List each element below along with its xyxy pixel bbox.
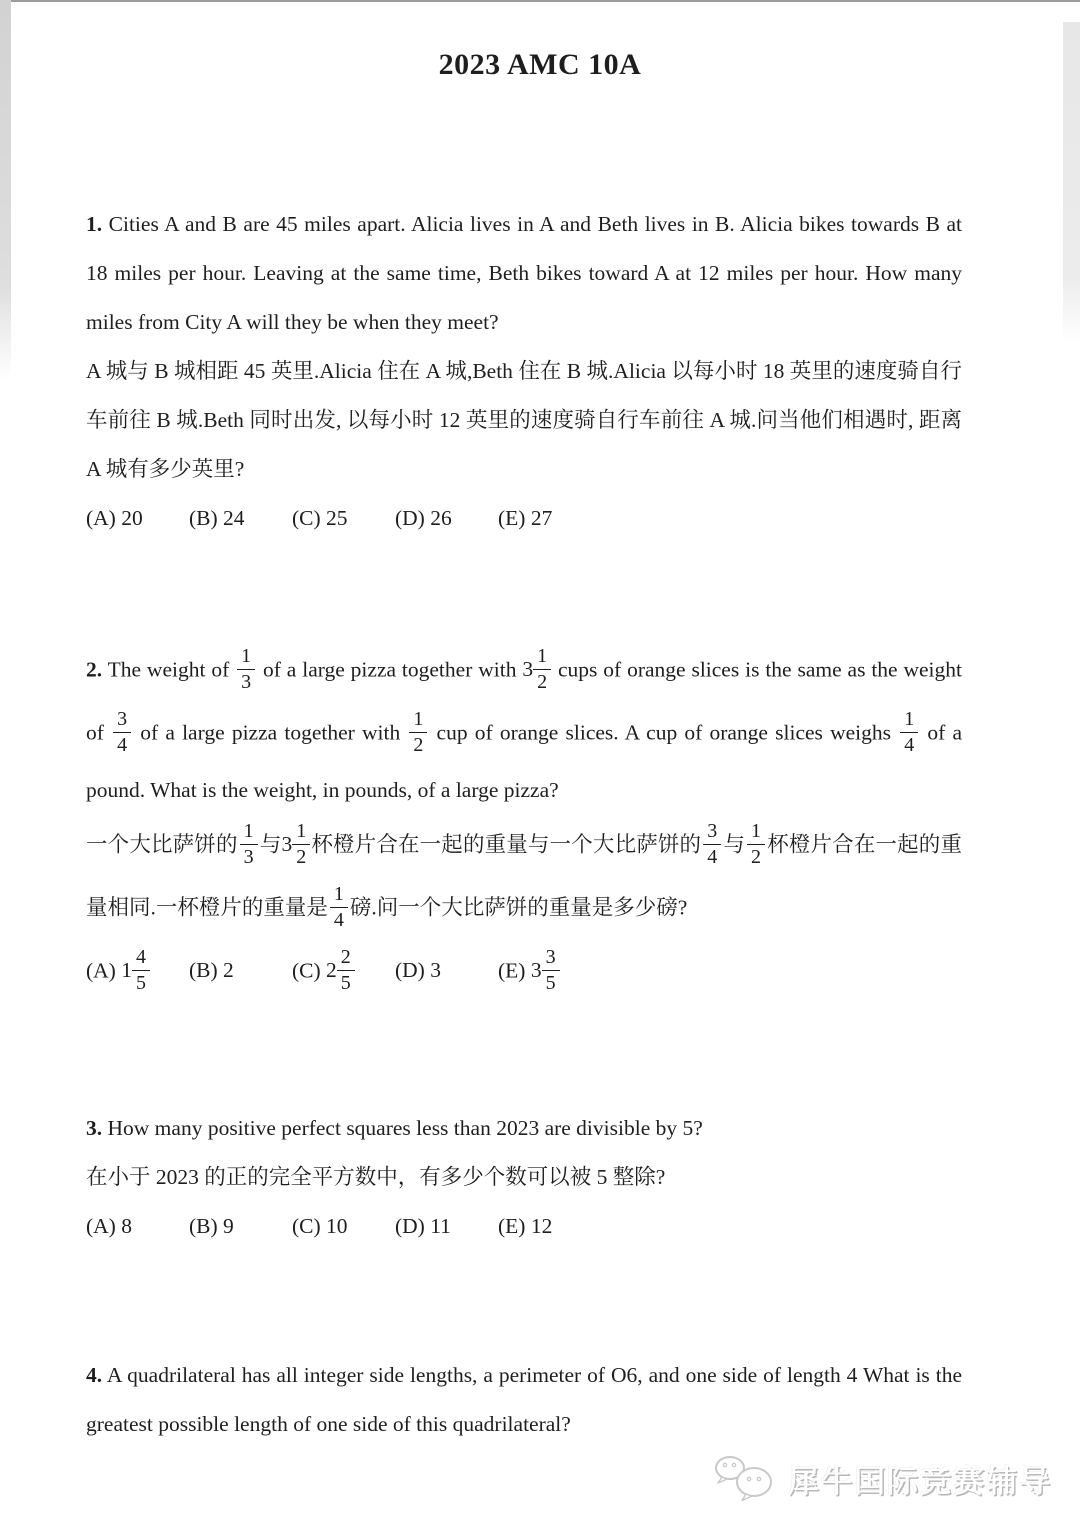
choice-label: (A) [86, 1214, 122, 1238]
answer-choice [498, 941, 601, 1004]
mixed-number: 3 $\frac{1}{2}$ [522, 638, 552, 701]
choice-label: (D) [395, 958, 431, 983]
problem-3-english: 3. How many positive perfect squares less than 2023 are divisible by 5? [86, 1116, 703, 1140]
problem-3-choices [86, 1202, 962, 1251]
problem-number: 3. [86, 1116, 103, 1140]
problem-1 [86, 200, 962, 543]
problem-3 [86, 1104, 962, 1251]
answer-choice: (B) 2 [189, 958, 234, 983]
problem-4-english: 4. A quadrilateral has all integer side lengths, a perimeter of O6, and one side of length 4 What is the greatest possible length of one side of this quadrilateral? [86, 1363, 962, 1436]
problem-number: 2. [86, 657, 103, 682]
mixed-number: 2 $\frac{2}{5}$ [326, 939, 356, 1002]
choice-label: (E) [498, 1214, 531, 1238]
fraction: $\frac{1}{4}$ [900, 709, 918, 756]
mixed-number: 3 $\frac{1}{2}$ [281, 813, 311, 876]
problem-number: 4. [86, 1363, 103, 1387]
answer-choice [86, 941, 189, 1004]
answer-choice: (E) 27 [498, 506, 553, 530]
fraction: $\frac{3}{4}$ [703, 821, 721, 868]
choice-label: (B) [189, 958, 224, 983]
fraction: $\frac{1}{4}$ [330, 884, 348, 931]
fraction: $\frac{1}{2}$ [409, 709, 427, 756]
problem-4 [86, 1351, 962, 1449]
choice-label: (D) [395, 1214, 431, 1238]
watermark-text: 犀牛国际竞赛辅导 [788, 1463, 1052, 1499]
answer-choice: (D) 3 [395, 958, 441, 983]
fraction: $\frac{4}{5}$ [132, 947, 150, 994]
problem-2-choices [86, 941, 962, 1004]
answer-choice: (B) 24 [189, 506, 245, 530]
watermark [713, 1455, 1052, 1501]
answer-choice: (A) 20 [86, 506, 143, 530]
problem-1-choices [86, 494, 962, 543]
answer-choice: (C) 10 [292, 1214, 348, 1238]
page-top-edge [0, 0, 1080, 2]
fraction: $\frac{1}{3}$ [240, 821, 258, 868]
page-title: 2023 AMC 10A [438, 48, 642, 81]
answer-choice: (E) 12 [498, 1214, 553, 1238]
problem-3-chinese: 在小于 2023 的正的完全平方数中，有多少个数可以被 5 整除? [86, 1165, 666, 1189]
fraction: $\frac{2}{5}$ [337, 947, 355, 994]
answer-choice: (D) 26 [395, 506, 452, 530]
choice-label: (A) [86, 506, 122, 530]
wechat-icon [713, 1455, 779, 1501]
fraction: $\frac{1}{2}$ [747, 821, 765, 868]
problem-1-chinese: A 城与 B 城相距 45 英里.Alicia 住在 A 城,Beth 住在 B 城.Alicia 以每小时 18 英里的速度骑自行车前往 B 城.Beth 同时出发, 以每小时 12 英里的速度骑自行车前往 A 城.问当他们相遇时, 距离 A 城有多少英里? [86, 359, 962, 481]
fraction: $\frac{3}{5}$ [542, 947, 560, 994]
document-content [0, 200, 1080, 1449]
answer-choice: (A) 8 [86, 1214, 132, 1238]
page-right-edge [1063, 22, 1080, 342]
choice-label: (E) [498, 506, 531, 530]
page-left-edge [0, 0, 11, 380]
mixed-number: 3 $\frac{3}{5}$ [531, 939, 561, 1002]
problem-2-english: 2. The weight of $\frac{1}{3}$ of a large pizza together with 3 $\frac{1}{2}$ cups of orange slices is the same as the weight of $\frac{3}{4}$ of a large pizza together with $\frac{1}{2}$ cup of orange slices. A cup of orange slices weighs $\frac{1}{4}$ of a pound. What is the weight, in pounds, of a large pizza? [86, 640, 962, 815]
choice-label: (C) [292, 1214, 327, 1238]
problem-2 [86, 640, 962, 1004]
answer-choice: (B) 9 [189, 1214, 234, 1238]
choice-label: (C) [292, 506, 327, 530]
answer-choice: (D) 11 [395, 1214, 451, 1238]
choice-label: (B) [189, 506, 224, 530]
fraction: $\frac{1}{2}$ [292, 821, 310, 868]
fraction: $\frac{1}{2}$ [533, 646, 551, 693]
choice-label: (A) [86, 958, 122, 983]
choice-label: (C) [292, 958, 327, 983]
answer-choice: (C) 25 [292, 506, 348, 530]
choice-label: (E) [498, 958, 531, 983]
fraction: $\frac{1}{3}$ [237, 646, 255, 693]
mixed-number: 1 $\frac{4}{5}$ [121, 939, 151, 1002]
choice-label: (B) [189, 1214, 224, 1238]
problem-1-english: 1. Cities A and B are 45 miles apart. Alicia lives in A and Beth lives in B. Alicia bikes towards B at 18 miles per hour. Leaving at the same time, Beth bikes toward A at 12 miles per hour. How many miles from City A will they be when they meet? [86, 212, 962, 334]
problem-2-chinese: 一个大比萨饼的 $\frac{1}{3}$ 与 3 $\frac{1}{2}$ 杯橙片合在一起的重量与一个大比萨饼的 $\frac{3}{4}$ 与 $\frac{1}{2}$ 杯橙片合在一起的重量相同.一杯橙片的重量是 $\frac{1}{4}$ 磅.问一个大比萨饼的重量是多少磅? [86, 815, 962, 941]
answer-choice [292, 941, 395, 1004]
fraction: $\frac{3}{4}$ [113, 709, 131, 756]
problem-number: 1. [86, 212, 103, 236]
choice-label: (D) [395, 506, 431, 530]
